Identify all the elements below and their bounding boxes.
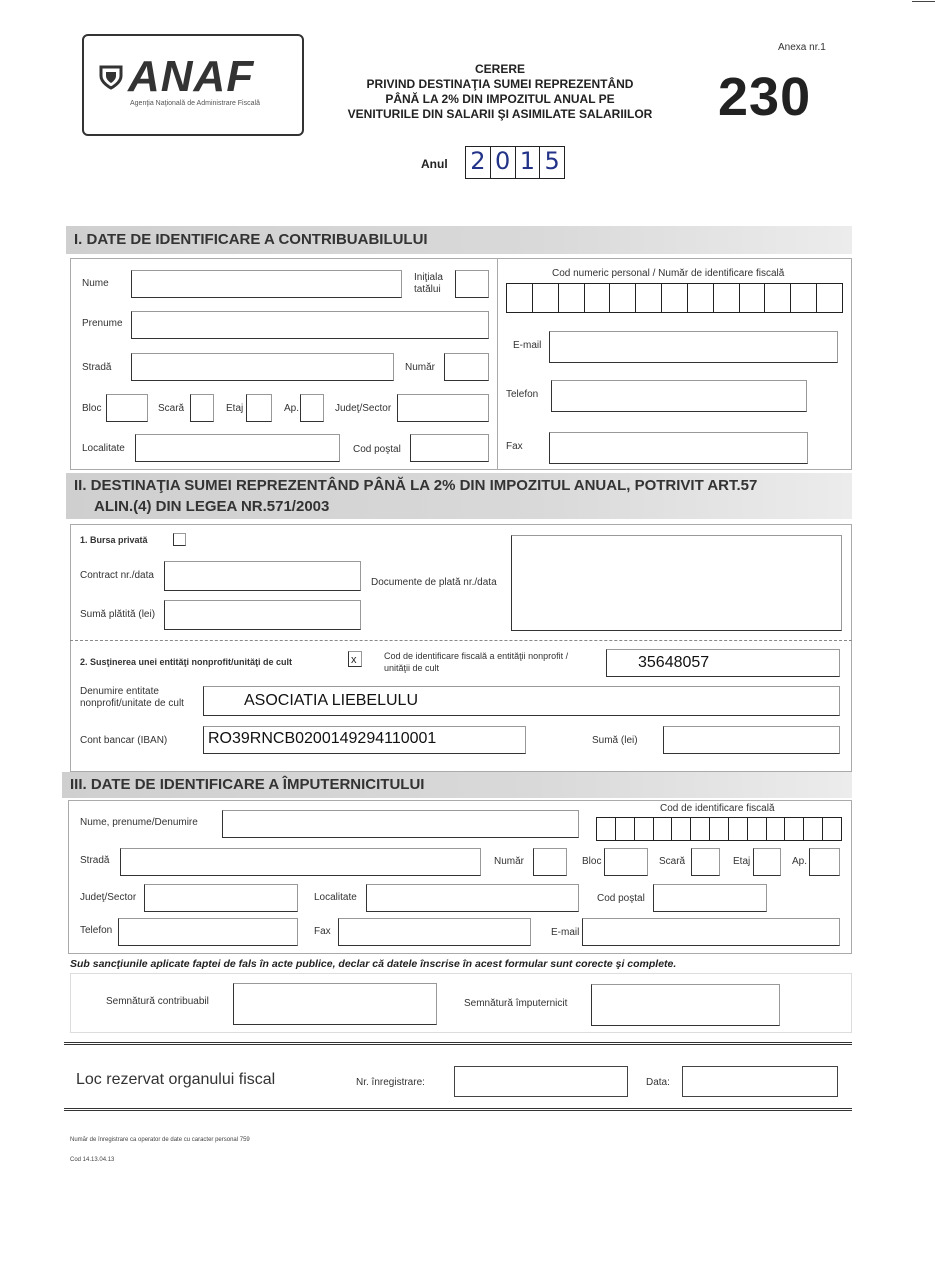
year-digit-2: 0 — [491, 147, 516, 178]
initiala-input[interactable] — [455, 270, 489, 298]
sig-contribuabil-box[interactable] — [233, 983, 437, 1025]
imp-cod-postal-input[interactable] — [653, 884, 767, 912]
fax-label: Fax — [506, 441, 523, 452]
imp-scara-input[interactable] — [691, 848, 720, 876]
scara-input[interactable] — [190, 394, 214, 422]
sig-contribuabil-label: Semnătură contribuabil — [106, 996, 209, 1007]
prenume-input[interactable] — [131, 311, 489, 339]
scara-label: Scară — [158, 403, 185, 414]
title-line-1: CERERE — [474, 62, 525, 76]
suma-platita-input[interactable] — [164, 600, 361, 630]
nr-inreg-input[interactable] — [454, 1066, 628, 1097]
imp-etaj-label: Etaj — [733, 856, 751, 867]
year-digit-3: 1 — [516, 147, 541, 178]
numar-label: Număr — [405, 362, 436, 373]
imp-nume-label: Nume, prenume/Denumire — [80, 817, 198, 828]
denumire-label-line1: Denumire entitate — [80, 686, 159, 697]
imp-email-label: E-mail — [551, 927, 580, 938]
fiscal-top-line — [64, 1042, 852, 1045]
documente-label: Documente de plată nr./data — [371, 577, 497, 588]
form-title — [340, 62, 660, 122]
sustinere-check-mark: x — [351, 654, 357, 666]
nume-input[interactable] — [131, 270, 402, 298]
cnp-label: Cod numeric personal / Număr de identificare fiscală — [552, 268, 785, 279]
suma-input[interactable] — [663, 726, 840, 754]
contract-input[interactable] — [164, 561, 361, 591]
imp-cif-input[interactable] — [596, 817, 842, 841]
denumire-label — [80, 686, 184, 710]
imp-email-input[interactable] — [582, 918, 840, 946]
section1-divider — [497, 258, 498, 470]
sig-imputernicit-label: Semnătură împuternicit — [464, 998, 568, 1009]
cnp-input[interactable] — [506, 283, 843, 313]
footer-cod: Cod 14.13.04.13 — [70, 1157, 115, 1163]
imp-fax-input[interactable] — [338, 918, 531, 946]
bursa-checkbox[interactable] — [173, 533, 186, 546]
fiscal-bottom-line — [64, 1108, 852, 1111]
contract-label: Contract nr./data — [80, 570, 154, 581]
imp-cif-label: Cod de identificare fiscală — [660, 803, 775, 814]
imp-telefon-input[interactable] — [118, 918, 298, 946]
fax-input[interactable] — [549, 432, 808, 464]
etaj-input[interactable] — [246, 394, 272, 422]
suma-label: Sumă (lei) — [592, 735, 638, 746]
cod-postal-input[interactable] — [410, 434, 489, 462]
localitate-input[interactable] — [135, 434, 340, 462]
section3-title: III. DATE DE IDENTIFICARE A ÎMPUTERNICITULUI — [62, 772, 852, 798]
imp-ap-input[interactable] — [809, 848, 840, 876]
data-label: Data: — [646, 1077, 670, 1088]
initiala-text: Iniţiala tatălui — [414, 272, 443, 295]
bursa-label: 1. Bursa privată — [80, 535, 148, 545]
telefon-label: Telefon — [506, 389, 539, 400]
sustinere-checkbox[interactable] — [348, 651, 362, 667]
imp-ap-label: Ap. — [792, 856, 808, 867]
title-line-4: VENITURILE DIN SALARII ŞI ASIMILATE SALARIILOR — [347, 107, 653, 121]
email-label: E-mail — [513, 340, 542, 351]
cif-input[interactable] — [606, 649, 840, 677]
declaration-text: Sub sancţiunile aplicate faptei de fals în acte publice, declar că datele înscrise în acest formular sunt corecte şi complete. — [70, 958, 677, 970]
etaj-label: Etaj — [226, 403, 244, 414]
nume-label: Nume — [82, 278, 109, 289]
nr-inreg-label: Nr. înregistrare: — [356, 1077, 425, 1088]
anexa-label: Anexa nr.1 — [778, 42, 826, 53]
year-field[interactable] — [465, 146, 565, 179]
shield-icon — [98, 64, 124, 90]
imp-localitate-label: Localitate — [314, 892, 357, 903]
bloc-label: Bloc — [82, 403, 102, 414]
dashed-divider — [70, 640, 852, 641]
ap-label: Ap. — [284, 403, 300, 414]
imp-strada-input[interactable] — [120, 848, 481, 876]
logo-subtitle: Agenţia Naţională de Administrare Fiscală — [130, 100, 260, 107]
judet-input[interactable] — [397, 394, 489, 422]
denumire-input[interactable] — [203, 686, 840, 716]
sig-imputernicit-box[interactable] — [591, 984, 780, 1026]
iban-input[interactable] — [203, 726, 526, 754]
documente-input[interactable] — [511, 535, 842, 631]
denumire-label-line2: nonprofit/unitate de cult — [80, 698, 184, 709]
imp-strada-label: Stradă — [80, 855, 110, 866]
scan-edge-mark — [912, 1, 935, 2]
section2-title-line1: II. DESTINAŢIA SUMEI REPREZENTÂND PÂNĂ LA 2% DIN IMPOZITUL ANUAL, POTRIVIT ART.57 — [74, 477, 758, 494]
suma-platita-label: Sumă plătită (lei) — [80, 609, 156, 620]
initiala-label — [414, 272, 454, 296]
logo-text: ANAF — [128, 52, 255, 101]
data-input[interactable] — [682, 1066, 838, 1097]
sustinere-label: 2. Susţinerea unei entităţi nonprofit/unităţi de cult — [80, 657, 293, 667]
imp-judet-label: Judeţ/Sector — [80, 892, 137, 903]
ap-input[interactable] — [300, 394, 324, 422]
imp-bloc-input[interactable] — [604, 848, 648, 876]
form-number: 230 — [718, 67, 812, 127]
section2-title — [66, 473, 852, 519]
section1-title: I. DATE DE IDENTIFICARE A CONTRIBUABILULUI — [66, 226, 852, 254]
cod-postal-label: Cod poştal — [353, 444, 401, 455]
title-line-2: PRIVIND DESTINAŢIA SUMEI REPREZENTÂND — [366, 77, 634, 91]
year-digit-1: 2 — [466, 147, 491, 178]
imp-cod-postal-label: Cod poştal — [597, 893, 645, 904]
logo-frame — [82, 34, 304, 136]
fiscal-loc-label: Loc rezervat organului fiscal — [76, 1071, 276, 1088]
telefon-input[interactable] — [551, 380, 807, 412]
prenume-label: Prenume — [82, 318, 123, 329]
imp-numar-input[interactable] — [533, 848, 567, 876]
imp-numar-label: Număr — [494, 856, 525, 867]
imp-etaj-input[interactable] — [753, 848, 781, 876]
email-input[interactable] — [549, 331, 838, 363]
title-line-3: PÂNĂ LA 2% DIN IMPOZITUL ANUAL PE — [385, 92, 615, 106]
cont-bancar-label: Cont bancar (IBAN) — [80, 735, 168, 746]
cif-label-line2: unităţii de cult — [384, 663, 440, 673]
cif-label-line1: Cod de identificare fiscală a entităţii nonprofit / — [384, 651, 569, 661]
imp-bloc-label: Bloc — [582, 856, 602, 867]
numar-input[interactable] — [444, 353, 489, 381]
imp-scara-label: Scară — [659, 856, 686, 867]
imp-fax-label: Fax — [314, 926, 331, 937]
localitate-label: Localitate — [82, 443, 125, 454]
cif-value: 35648057 — [638, 654, 710, 671]
strada-input[interactable] — [131, 353, 394, 381]
footer-operator: Număr de înregistrare ca operator de date cu caracter personal 759 — [70, 1137, 250, 1143]
cif-label — [384, 650, 568, 674]
year-label: Anul — [421, 157, 448, 171]
judet-label: Judeţ/Sector — [335, 403, 392, 414]
iban-value: RO39RNCB0200149294110001 — [208, 730, 437, 747]
bloc-input[interactable] — [106, 394, 148, 422]
imp-judet-input[interactable] — [144, 884, 298, 912]
imp-localitate-input[interactable] — [366, 884, 579, 912]
year-digit-4: 5 — [544, 147, 560, 175]
denumire-value: ASOCIATIA LIEBELULU — [244, 692, 418, 709]
strada-label: Stradă — [82, 362, 112, 373]
imp-telefon-label: Telefon — [80, 925, 113, 936]
section2-title-line2: ALIN.(4) DIN LEGEA NR.571/2003 — [94, 498, 330, 515]
imp-nume-input[interactable] — [222, 810, 579, 838]
